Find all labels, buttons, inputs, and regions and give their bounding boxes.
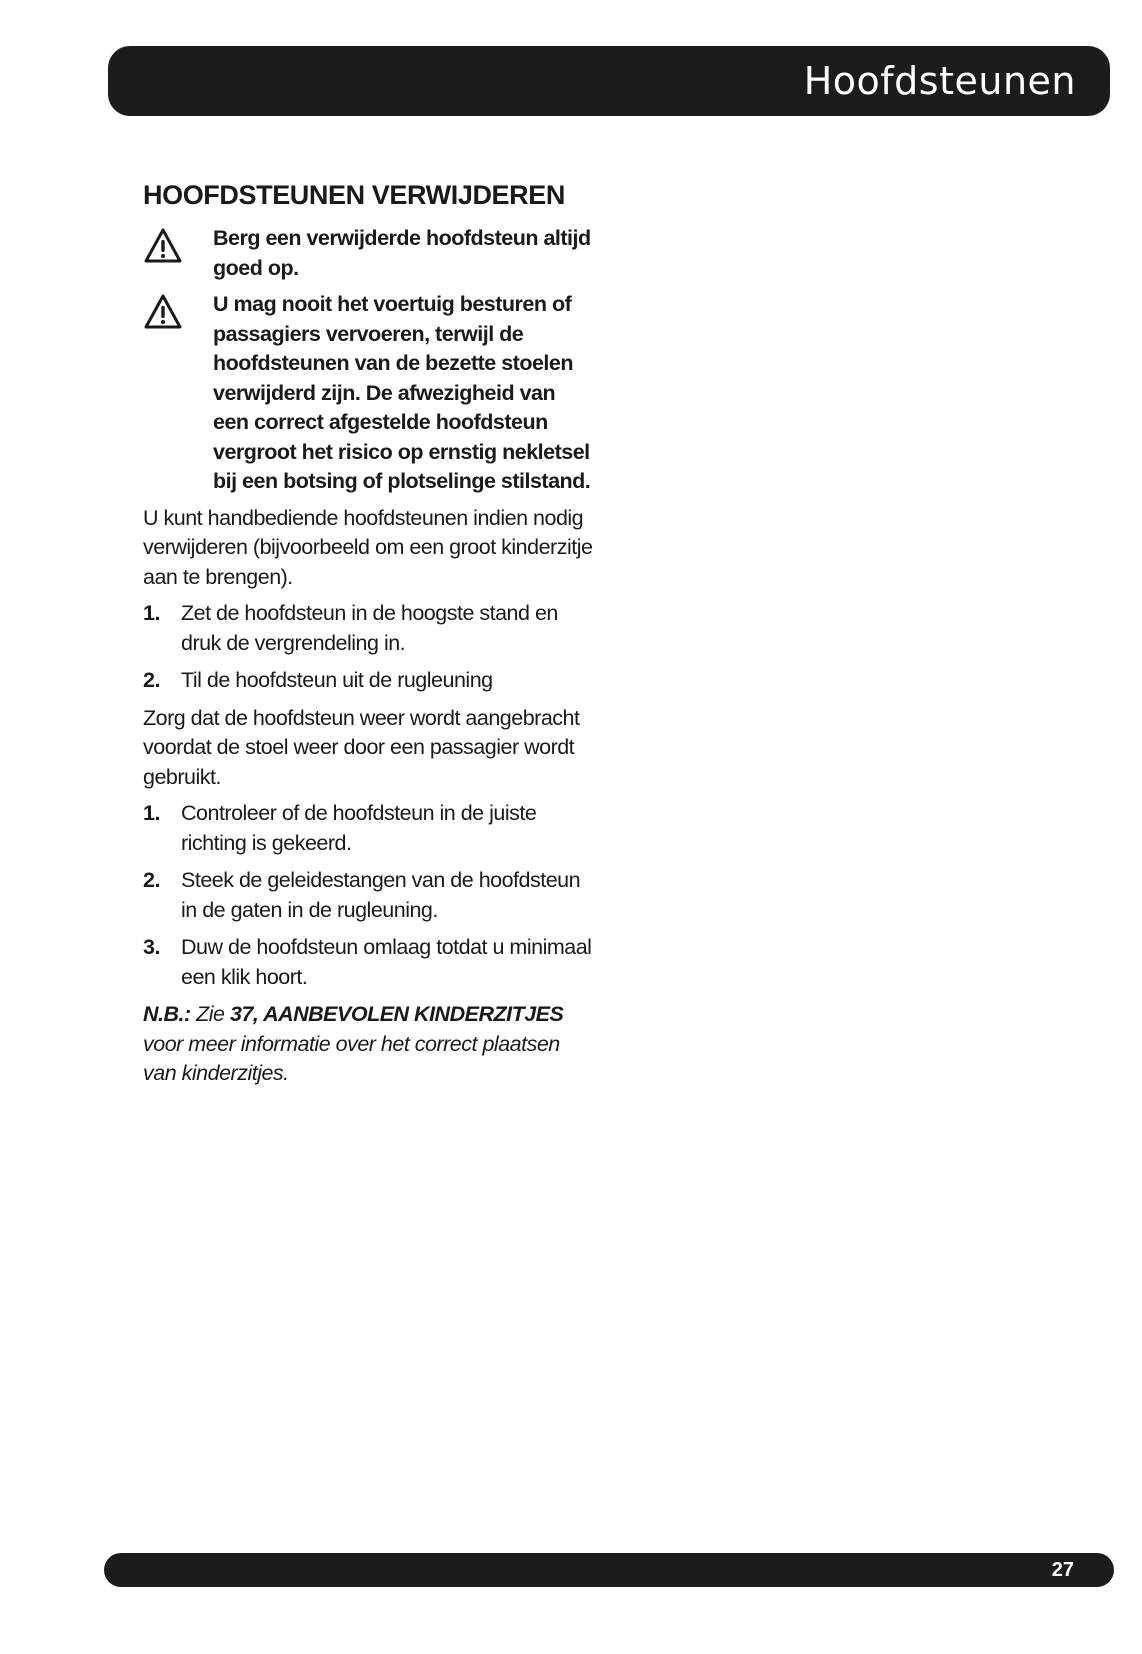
list-item xyxy=(143,666,593,696)
note-label: N.B.: xyxy=(143,1002,191,1026)
step-text: Til de hoofdsteun uit de rugleuning xyxy=(181,668,493,692)
section-heading: HOOFDSTEUNEN VERWIJDEREN xyxy=(143,180,565,210)
step-number: 2. xyxy=(143,668,160,692)
warning-triangle-icon xyxy=(143,293,183,331)
main-content xyxy=(143,178,593,1110)
step-number: 1. xyxy=(143,801,160,825)
footer-bar xyxy=(104,1553,1114,1587)
step-number: 3. xyxy=(143,935,160,959)
remove-steps-list xyxy=(143,599,593,696)
note-ref-separator: , xyxy=(252,1002,264,1026)
warning-block xyxy=(143,290,593,497)
step-number: 1. xyxy=(143,601,160,625)
step-number: 2. xyxy=(143,868,160,892)
refit-paragraph: Zorg dat de hoofdsteun weer wordt aangebracht voordat de stoel weer door een passagier wordt gebruikt. xyxy=(143,705,580,789)
header-bar xyxy=(108,46,1110,116)
list-item xyxy=(143,933,593,992)
warning-block xyxy=(143,224,593,283)
refit-steps-list xyxy=(143,799,593,992)
step-text: Steek de geleidestangen van de hoofdsteun in de gaten in de rugleuning. xyxy=(181,868,581,922)
warning-text: U mag nooit het voertuig besturen of passagiers vervoeren, terwijl de hoofdsteunen van de bezette stoelen verwijderd zijn. De afwezigheid van een correct afgestelde hoofdsteun vergroot het risico op ernstig nekletsel bij een botsing of plotselinge stilstand. xyxy=(213,292,591,493)
warning-triangle-icon xyxy=(143,227,183,265)
note-prefix: Zie xyxy=(190,1002,230,1026)
list-item xyxy=(143,799,593,858)
step-text: Controleer of de hoofdsteun in de juiste richting is gekeerd. xyxy=(181,801,537,855)
intro-paragraph: U kunt handbediende hoofdsteunen indien nodig verwijderen (bijvoorbeeld om een groot kinderzitje aan te brengen). xyxy=(143,505,593,589)
note-ref-page[interactable]: 37 xyxy=(230,1002,253,1026)
page-number: 27 xyxy=(1051,1559,1074,1581)
note-paragraph xyxy=(143,1000,593,1089)
step-text: Zet de hoofdsteun in de hoogste stand en druk de vergrendeling in. xyxy=(181,601,558,655)
list-item xyxy=(143,599,593,658)
list-item xyxy=(143,866,593,925)
note-suffix: voor meer informatie over het correct plaatsen van kinderzitjes. xyxy=(143,1031,560,1085)
step-text: Duw de hoofdsteun omlaag totdat u minimaal een klik hoort. xyxy=(181,935,592,989)
note-ref-title[interactable]: AANBEVOLEN KINDERZITJES xyxy=(263,1002,564,1026)
page-title: Hoofdsteunen xyxy=(803,59,1076,103)
warning-text: Berg een verwijderde hoofdsteun altijd goed op. xyxy=(213,226,591,280)
